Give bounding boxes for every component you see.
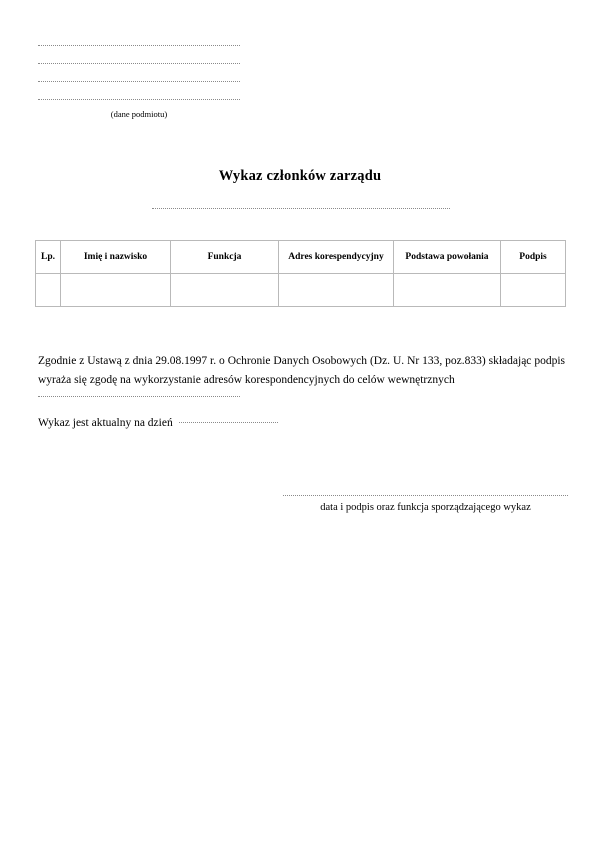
as-of-date-label: Wykaz jest aktualny na dzień [38,417,173,429]
members-table [35,240,566,307]
column-header-name: Imię i nazwisko [61,241,171,274]
as-of-date-line [38,415,438,431]
cell-function[interactable] [171,274,279,307]
column-header-lp: Lp. [36,241,61,274]
column-header-basis: Podstawa powołania [394,241,501,274]
cell-basis[interactable] [394,274,501,307]
table-header-row [36,241,566,274]
subject-data-line-4[interactable] [38,98,240,100]
consent-continuation-field[interactable] [38,395,240,397]
subject-data-line-3[interactable] [38,80,240,82]
cell-signature[interactable] [501,274,566,307]
page-title: Wykaz członków zarządu [218,168,382,184]
column-header-address: Adres korespendycyjny [279,241,394,274]
cell-address[interactable] [279,274,394,307]
footer-signature-caption: data i podpis oraz funkcja sporządzającego wykaz [320,502,531,513]
column-header-function: Funkcja [171,241,279,274]
cell-name[interactable] [61,274,171,307]
footer-signature-block [283,494,568,515]
column-header-signature: Podpis [501,241,566,274]
consent-paragraph: Zgodnie z Ustawą z dnia 29.08.1997 r. o Ochronie Danych Osobowych (Dz. U. Nr 133, poz.833) składając podpis wyraża się zgodę na wykorzystanie adresów korespondencyjnych do celów wewnętrznych [38,355,565,386]
table-row [36,274,566,307]
subject-data-line-1[interactable] [38,44,240,46]
cell-lp[interactable] [36,274,61,307]
subject-data-caption: (dane podmiotu) [110,109,168,119]
subject-data-block [38,44,240,120]
footer-signature-field[interactable] [283,494,568,496]
title-underline-field[interactable] [152,207,450,209]
as-of-date-field[interactable] [179,421,278,423]
subject-data-line-2[interactable] [38,62,240,64]
